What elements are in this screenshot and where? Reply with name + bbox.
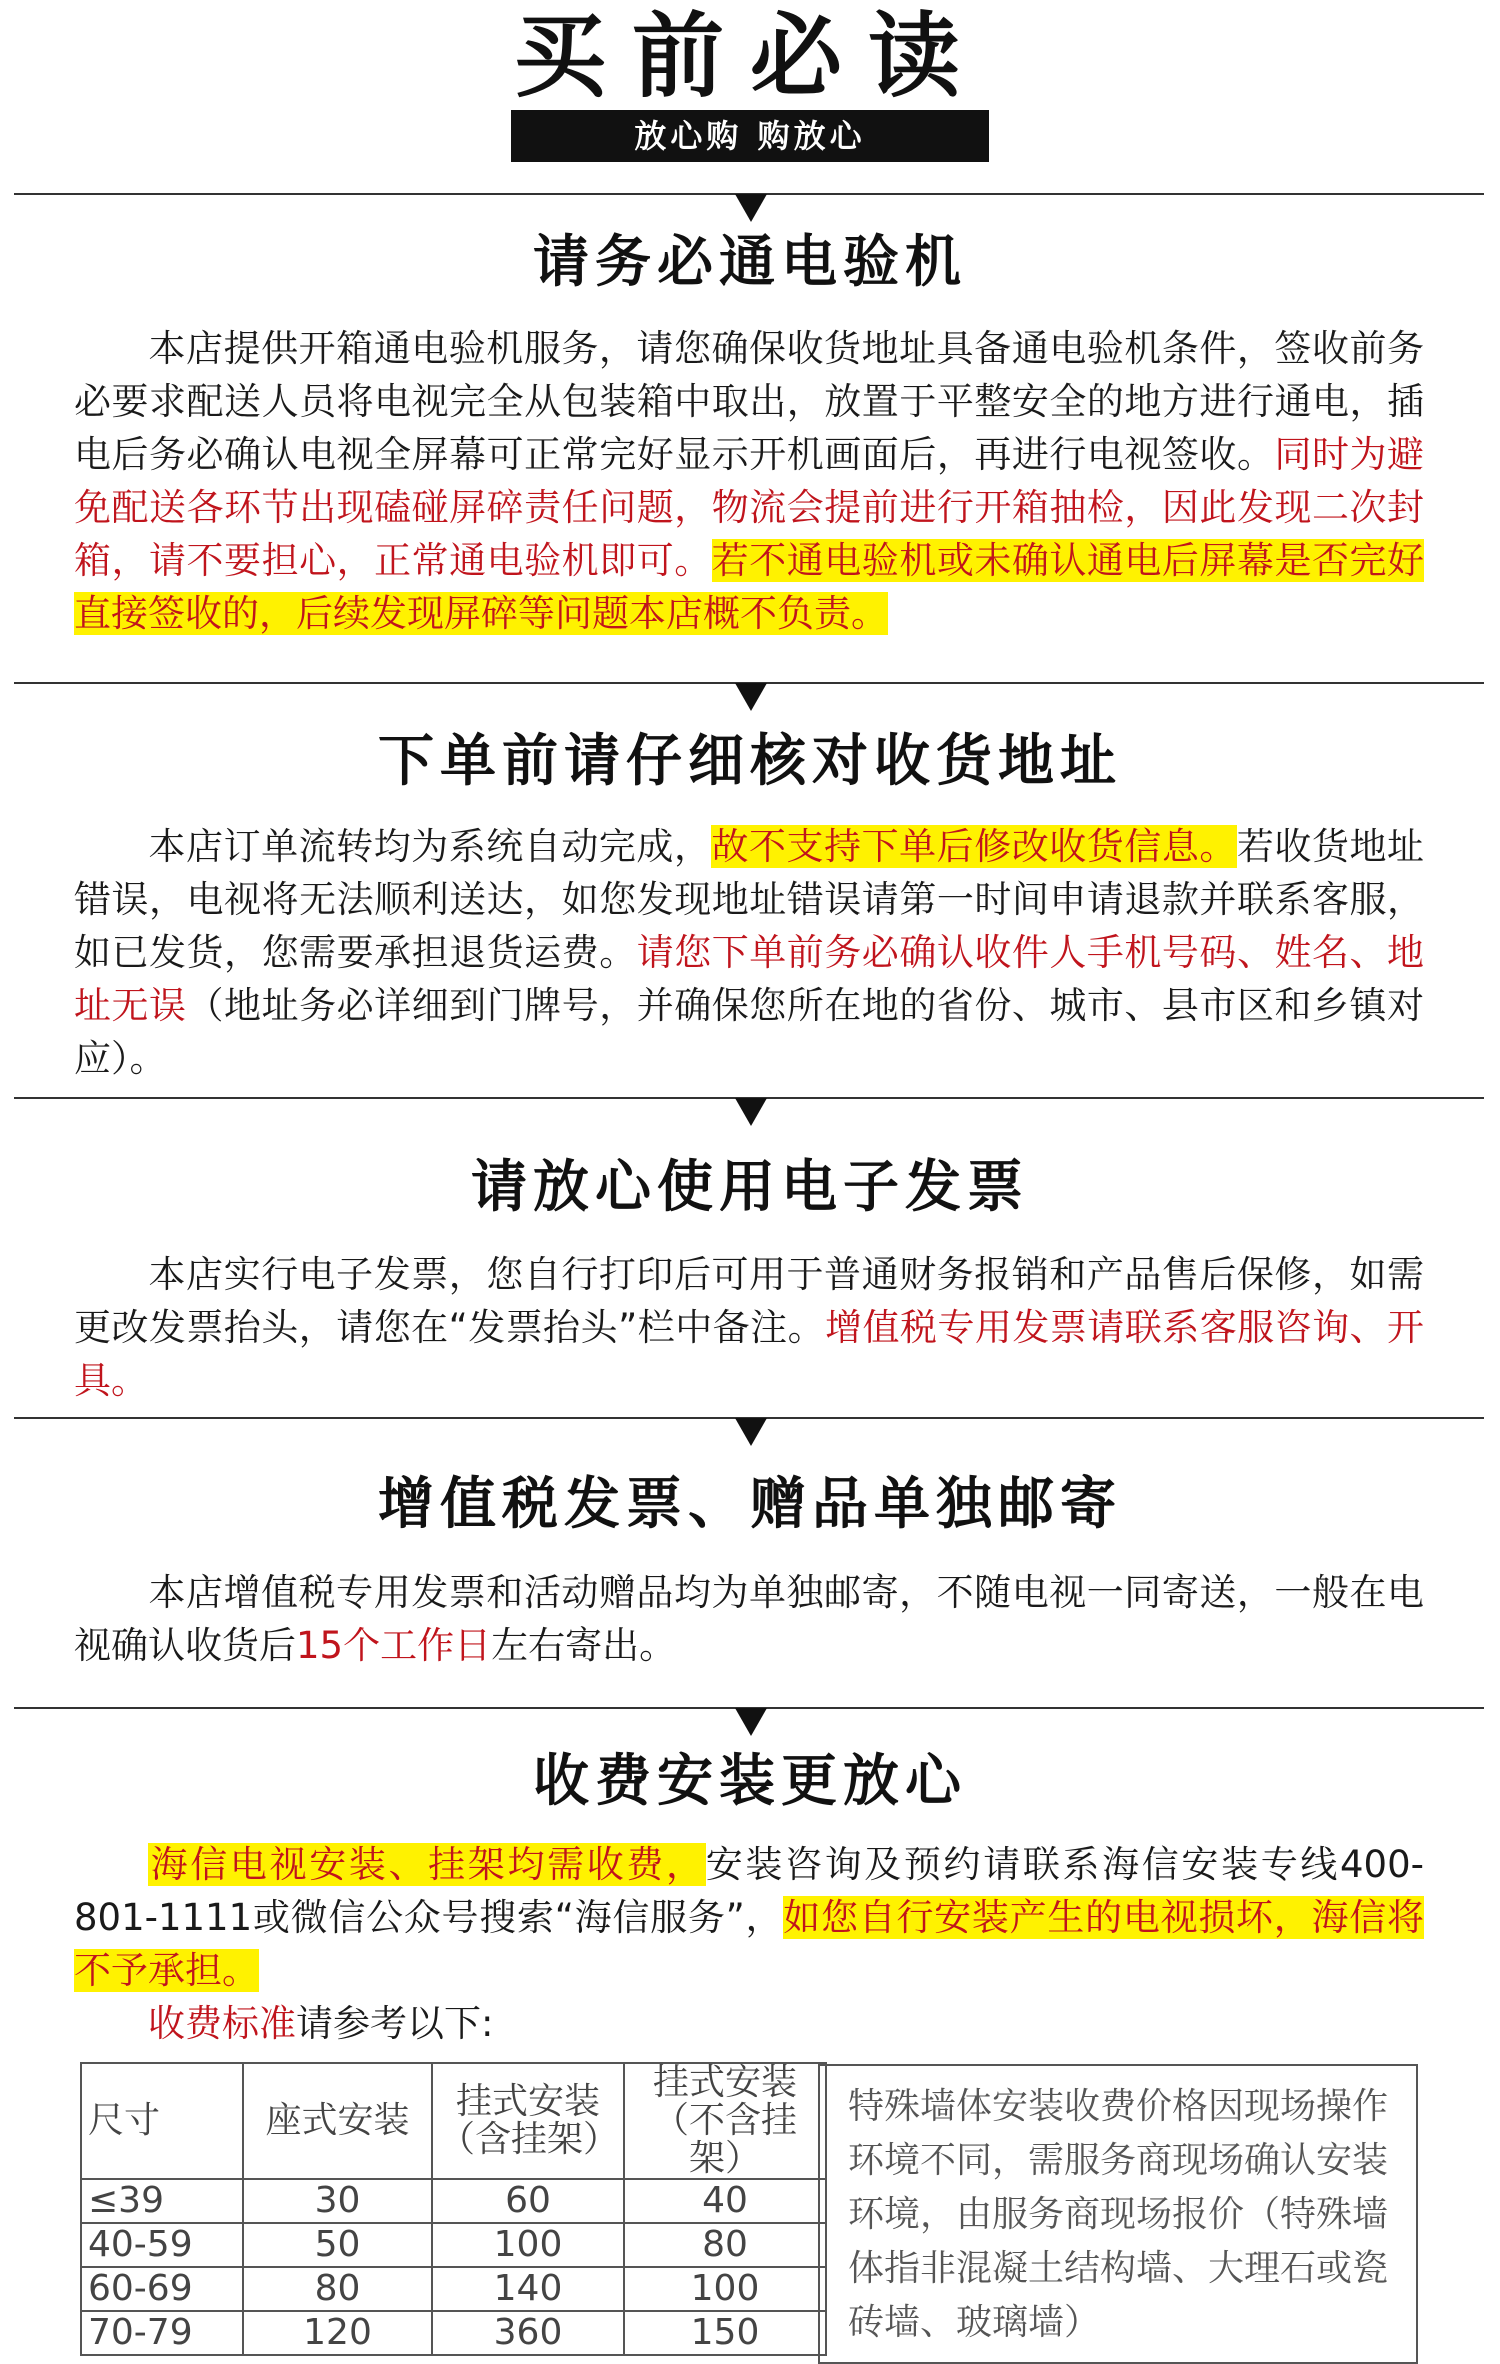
body-text-highlight: 若不通电验机或未确认通电后屏幕是否完好直接签收的，后续发现屏碎等问题本店概不负责。 <box>74 539 1425 635</box>
section-body-vat-mailing <box>74 1566 1424 1672</box>
section-title-address: 下单前请仔细核对收货地址 <box>378 729 1122 794</box>
table-header-row <box>81 2063 826 2179</box>
table-cell: 40-59 <box>81 2223 243 2267</box>
table-cell: 100 <box>432 2223 624 2267</box>
table-cell: 60-69 <box>81 2267 243 2311</box>
section-body-power-test <box>74 322 1424 640</box>
down-arrow-icon <box>735 194 767 222</box>
table-cell: 150 <box>624 2311 826 2355</box>
body-text: 本店提供开箱通电验机服务，请您确保收货地址具备通电验机条件，签收前务必要求配送人员将电视完全从包装箱中取出，放置于平整安全的地方进行通电，插电后务必确认电视全屏幕可正常完好显示开机画面后，再进行电视签收。 <box>74 327 1424 476</box>
fee-label-rest: 请参考以下: <box>296 2002 494 2045</box>
table-cell: 70-79 <box>81 2311 243 2355</box>
body-text: 本店实行电子发票，您自行打印后可用于普通财务报销和产品售后保修，如需更改发票抬头，请您在“发票抬头”栏中备注。 <box>74 1253 1424 1349</box>
section-body-address <box>74 820 1424 1085</box>
fee-label-red: 收费标准 <box>148 2002 296 2045</box>
special-wall-note: 特殊墙体安装收费价格因现场操作环境不同，需服务商现场确认安装环境，由服务商现场报价（特殊墙体指非混凝土结构墙、大理石或瓷砖墙、玻璃墙） <box>818 2064 1418 2364</box>
table-header-cell: 尺寸 <box>81 2063 243 2179</box>
table-header-cell: 挂式安装（不含挂架） <box>624 2063 826 2179</box>
body-text-red: 请您下单前务必确认收件人手机号码、姓名、地址无误 <box>74 931 1425 1027</box>
body-text: 本店订单流转均为系统自动完成， <box>148 825 712 868</box>
table-cell: 120 <box>243 2311 432 2355</box>
table-cell: 100 <box>624 2267 826 2311</box>
table-cell: 40 <box>624 2179 826 2223</box>
page-title: 买前必读 <box>513 3 986 110</box>
table-cell: 140 <box>432 2267 624 2311</box>
down-arrow-icon <box>735 1708 767 1736</box>
body-text-highlight: 海信电视安装、挂架均需收费， <box>148 1843 706 1886</box>
body-text: 安装咨询及预约请联系海信安装专线400-801-1111或微信公众号搜索“海信服务”， <box>74 1843 1424 1939</box>
body-text: （地址务必详细到门牌号，并确保您所在地的省份、城市、县市区和乡镇对应）。 <box>74 984 1425 1080</box>
table-row <box>81 2311 826 2355</box>
table-cell: 80 <box>243 2267 432 2311</box>
section-body-installation <box>74 1838 1424 2050</box>
section-title-e-invoice: 请放心使用电子发票 <box>471 1155 1029 1220</box>
body-text: 左右寄出。 <box>491 1624 677 1667</box>
down-arrow-icon <box>735 683 767 711</box>
table-row <box>81 2179 826 2223</box>
down-arrow-icon <box>735 1418 767 1446</box>
table-cell: 50 <box>243 2223 432 2267</box>
body-text: 若收货地址错误，电视将无法顺利送达，如您发现地址错误请第一时间申请退款并联系客服，如已发货，您需要承担退货运费。 <box>74 825 1425 974</box>
body-text-highlight: 故不支持下单后修改收货信息。 <box>711 825 1237 868</box>
body-text-red: 同时为避免配送各环节出现磕碰屏碎责任问题，物流会提前进行开箱抽检，因此发现二次封箱，请不要担心，正常通电验机即可。 <box>74 433 1425 582</box>
table-row <box>81 2223 826 2267</box>
section-title-power-test: 请务必通电验机 <box>533 230 967 295</box>
section-title-vat-mailing: 增值税发票、赠品单独邮寄 <box>378 1472 1122 1537</box>
table-cell: ≤39 <box>81 2179 243 2223</box>
section-body-e-invoice <box>74 1248 1424 1407</box>
down-arrow-icon <box>735 1098 767 1126</box>
table-cell: 80 <box>624 2223 826 2267</box>
table-cell: 30 <box>243 2179 432 2223</box>
table-header-cell: 座式安装 <box>243 2063 432 2179</box>
body-text-red: 增值税专用发票请联系客服咨询、开具。 <box>74 1306 1425 1402</box>
section-title-installation: 收费安装更放心 <box>533 1749 967 1814</box>
table-header-cell: 挂式安装（含挂架） <box>432 2063 624 2179</box>
installation-fee-table <box>80 2062 827 2356</box>
table-cell: 60 <box>432 2179 624 2223</box>
body-text-red: 15个工作日 <box>296 1624 492 1667</box>
table-row <box>81 2267 826 2311</box>
body-text-highlight: 如您自行安装产生的电视损坏，海信将不予承担。 <box>74 1896 1424 1992</box>
slogan-banner: 放心购 购放心 <box>511 110 989 162</box>
table-cell: 360 <box>432 2311 624 2355</box>
page-header <box>0 0 1500 170</box>
body-text: 本店增值税专用发票和活动赠品均为单独邮寄，不随电视一同寄送，一般在电视确认收货后 <box>74 1571 1424 1667</box>
